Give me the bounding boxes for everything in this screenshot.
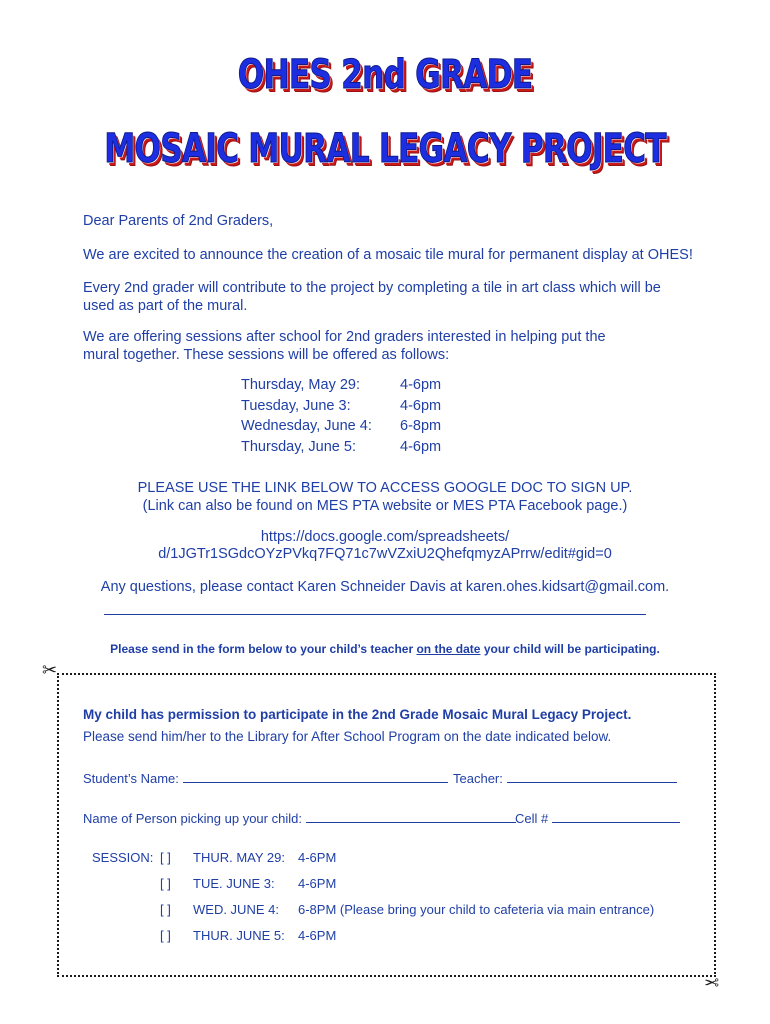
form-instruction-underlined: on the date <box>416 642 481 656</box>
pickup-person-field[interactable] <box>83 810 516 826</box>
session-checkbox[interactable]: [ ] <box>160 928 171 943</box>
session-option-date: TUE. JUNE 3: <box>193 876 275 891</box>
permission-statement: My child has permission to participate in the 2nd Grade Mosaic Mural Legacy Project. <box>83 707 632 722</box>
pickup-person-input[interactable] <box>306 810 516 823</box>
student-name-label: Student’s Name: <box>83 771 179 786</box>
form-instruction-text: Please send in the form below to your child’s teacher <box>110 642 417 656</box>
cell-input[interactable] <box>552 810 680 823</box>
greeting: Dear Parents of 2nd Graders, <box>83 213 274 229</box>
form-instruction-text-end: your child will be participating. <box>480 642 660 656</box>
session-option-date: THUR. JUNE 5: <box>193 928 285 943</box>
session-day: Wednesday, June 4: <box>241 418 372 434</box>
page-title-line-2: MOSAIC MURAL LEGACY PROJECT <box>104 126 666 172</box>
pickup-person-label: Name of Person picking up your child: <box>83 811 302 826</box>
teacher-field[interactable] <box>453 770 677 786</box>
signup-link-line-2[interactable]: d/1JGTr1SGdcOYzPVkq7FQ71c7wVZxiU2QhefqmyzAPrrw/edit#gid=0 <box>158 546 612 562</box>
scissors-icon: ✂ <box>42 660 58 680</box>
session-option-time: 4-6PM <box>298 928 337 943</box>
form-instruction <box>0 642 770 656</box>
session-option-time: 6-8PM (Please bring your child to cafeteria via main entrance) <box>298 902 655 917</box>
session-time: 4-6pm <box>400 398 442 414</box>
contribution-paragraph: Every 2nd grader will contribute to the project by completing a tile in art class which will be used as part of the mural. <box>83 280 661 314</box>
session-time: 4-6pm <box>400 439 442 455</box>
session-day: Thursday, May 29: <box>241 377 361 393</box>
intro-paragraph: We are excited to announce the creation of a mosaic tile mural for permanent display at OHES! <box>83 247 693 263</box>
session-day: Tuesday, June 3: <box>241 398 351 414</box>
signup-location-note: (Link can also be found on MES PTA website or MES PTA Facebook page.) <box>142 498 628 514</box>
contact-info: Any questions, please contact Karen Schneider Davis at karen.ohes.kidsart@gmail.com. <box>100 579 670 595</box>
sessions-paragraph: We are offering sessions after school for 2nd graders interested in helping put the mural together. These sessions will be offered as follows: <box>83 329 606 363</box>
teacher-input[interactable] <box>507 770 677 783</box>
divider-line <box>104 614 646 615</box>
session-option-date: WED. JUNE 4: <box>193 902 279 917</box>
session-day: Thursday, June 5: <box>241 439 356 455</box>
session-option-date: THUR. MAY 29: <box>193 850 285 865</box>
library-instruction: Please send him/her to the Library for After School Program on the date indicated below. <box>83 729 612 744</box>
page-title-line-1: OHES 2nd GRADE <box>237 52 533 98</box>
session-label: SESSION: <box>92 850 154 865</box>
session-checkbox[interactable]: [ ] <box>160 902 171 917</box>
session-checkbox[interactable]: [ ] <box>160 850 171 865</box>
student-name-input[interactable] <box>183 770 448 783</box>
signup-instruction: PLEASE USE THE LINK BELOW TO ACCESS GOOGLE DOC TO SIGN UP. <box>137 480 633 496</box>
session-time: 4-6pm <box>400 377 442 393</box>
teacher-label: Teacher: <box>453 771 503 786</box>
session-time: 6-8pm <box>400 418 442 434</box>
signup-link-line-1[interactable]: https://docs.google.com/spreadsheets/ <box>260 529 510 545</box>
cell-label: Cell # <box>515 811 549 826</box>
session-option-time: 4-6PM <box>298 876 337 891</box>
session-checkbox[interactable]: [ ] <box>160 876 171 891</box>
cell-field[interactable] <box>515 810 680 826</box>
scissors-icon: ✂ <box>704 973 720 993</box>
student-name-field[interactable] <box>83 770 448 786</box>
session-option-time: 4-6PM <box>298 850 337 865</box>
